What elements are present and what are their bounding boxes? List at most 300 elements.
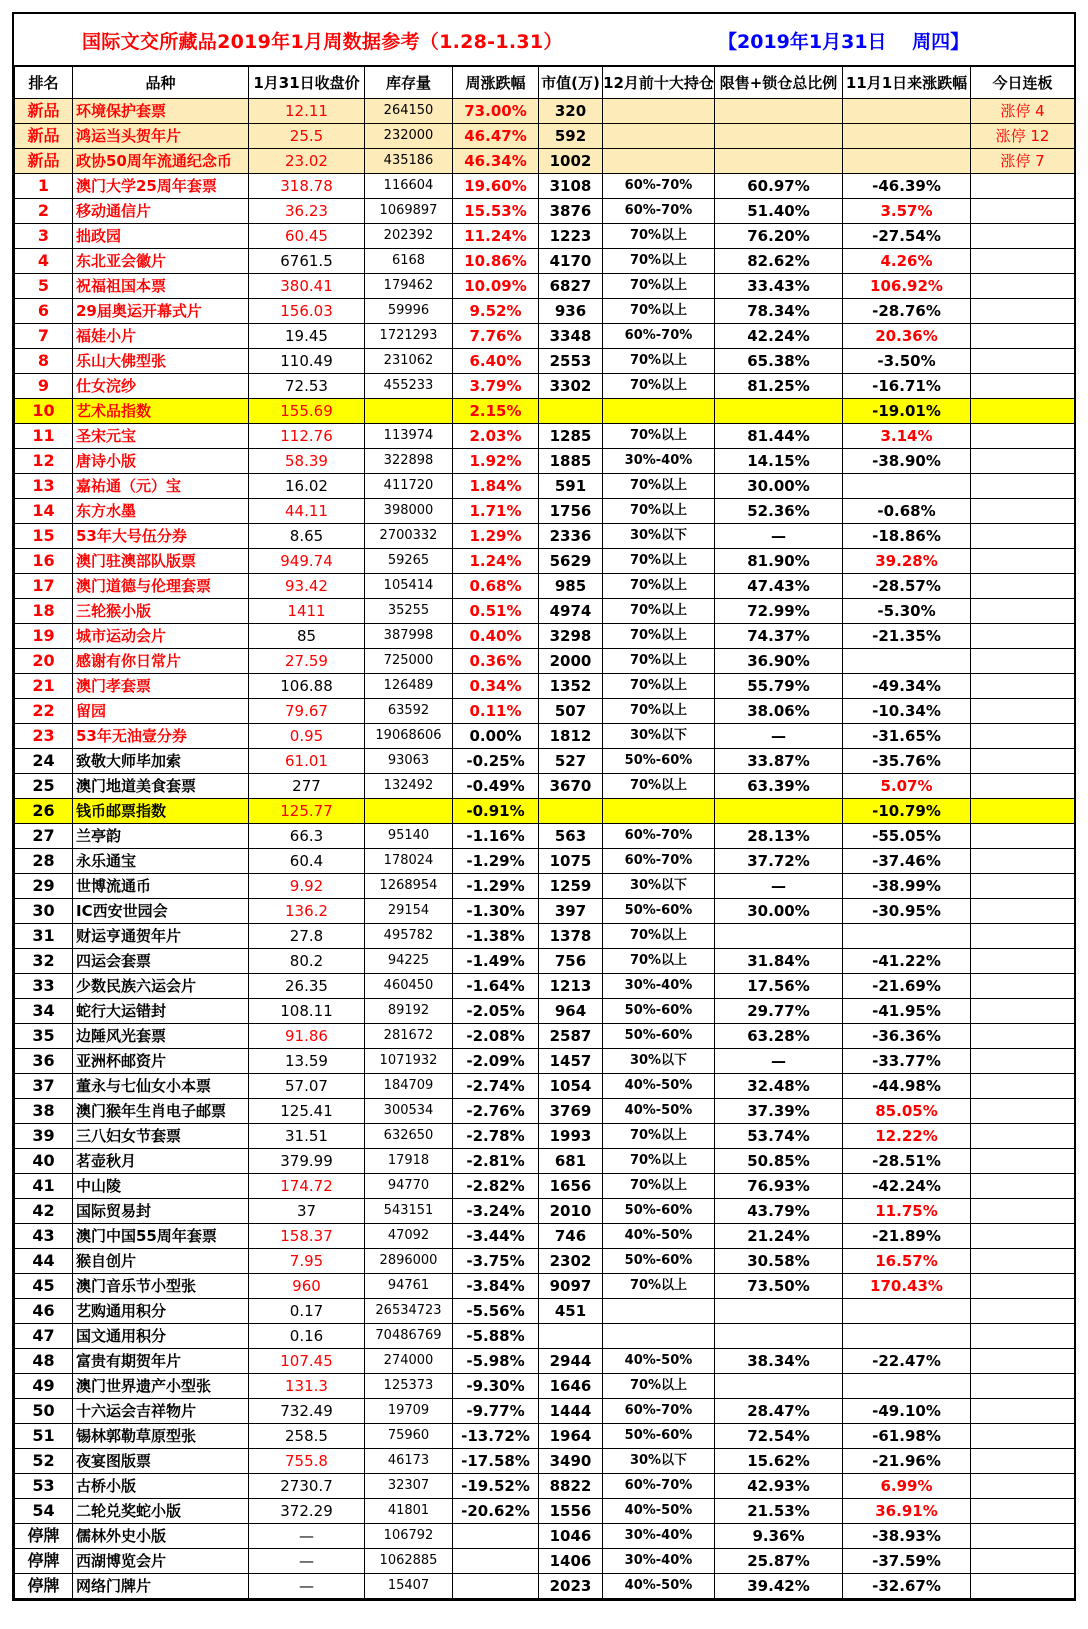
cell-top10-holdings: 50%-60%: [603, 1424, 715, 1449]
cell-locked-ratio: 38.06%: [715, 699, 843, 724]
cell-name: 澳门世界遗产小型张: [73, 1374, 249, 1399]
cell-locked-ratio: 37.72%: [715, 849, 843, 874]
cell-name: 少数民族六运会片: [73, 974, 249, 999]
table-row: [15, 1149, 1075, 1174]
cell-weekly-change: -1.16%: [453, 824, 539, 849]
cell-top10-holdings: 60%-70%: [603, 849, 715, 874]
cell-close-price: 16.02: [249, 474, 365, 499]
cell-stock: 75960: [365, 1424, 453, 1449]
cell-since-nov1: [843, 99, 971, 124]
cell-market-value: 1444: [539, 1399, 603, 1424]
cell-name: 环境保护套票: [73, 99, 249, 124]
cell-since-nov1: 16.57%: [843, 1249, 971, 1274]
table-row: [15, 774, 1075, 799]
cell-limit-up-streak: [971, 1449, 1075, 1474]
cell-name: 澳门驻澳部队版票: [73, 549, 249, 574]
cell-close-price: 66.3: [249, 824, 365, 849]
cell-market-value: 1285: [539, 424, 603, 449]
cell-since-nov1: -36.36%: [843, 1024, 971, 1049]
cell-weekly-change: 1.92%: [453, 449, 539, 474]
table-row: [15, 1374, 1075, 1399]
cell-close-price: 131.3: [249, 1374, 365, 1399]
cell-close-price: 136.2: [249, 899, 365, 924]
cell-name: 鸿运当头贺年片: [73, 124, 249, 149]
cell-limit-up-streak: [971, 849, 1075, 874]
cell-rank: 26: [15, 799, 73, 824]
cell-since-nov1: 6.99%: [843, 1474, 971, 1499]
cell-market-value: 563: [539, 824, 603, 849]
cell-locked-ratio: 52.36%: [715, 499, 843, 524]
cell-weekly-change: 0.68%: [453, 574, 539, 599]
cell-name: 澳门猴年生肖电子邮票: [73, 1099, 249, 1124]
cell-locked-ratio: 9.36%: [715, 1524, 843, 1549]
table-row: [15, 1124, 1075, 1149]
table-row: [15, 799, 1075, 824]
cell-locked-ratio: 47.43%: [715, 574, 843, 599]
cell-top10-holdings: 70%以上: [603, 474, 715, 499]
col-header-locked-ratio: 限售+锁仓总比例: [715, 67, 843, 99]
cell-top10-holdings: 50%-60%: [603, 1024, 715, 1049]
table-row: [15, 924, 1075, 949]
cell-name: IC西安世园会: [73, 899, 249, 924]
cell-name: 29届奥运开幕式片: [73, 299, 249, 324]
cell-weekly-change: 3.79%: [453, 374, 539, 399]
table-row: [15, 274, 1075, 299]
table-row: [15, 249, 1075, 274]
cell-stock: 2896000: [365, 1249, 453, 1274]
cell-top10-holdings: 60%-70%: [603, 324, 715, 349]
cell-since-nov1: -37.46%: [843, 849, 971, 874]
cell-rank: 44: [15, 1249, 73, 1274]
cell-stock: 19068606: [365, 724, 453, 749]
cell-name: 东北亚会徽片: [73, 249, 249, 274]
cell-weekly-change: -2.09%: [453, 1049, 539, 1074]
cell-limit-up-streak: [971, 374, 1075, 399]
cell-weekly-change: -5.56%: [453, 1299, 539, 1324]
cell-rank: 51: [15, 1424, 73, 1449]
cell-rank: 13: [15, 474, 73, 499]
cell-top10-holdings: 70%以上: [603, 424, 715, 449]
cell-since-nov1: -41.95%: [843, 999, 971, 1024]
cell-limit-up-streak: [971, 1549, 1075, 1574]
cell-rank: 41: [15, 1174, 73, 1199]
table-row: [15, 724, 1075, 749]
table-row: [15, 1399, 1075, 1424]
table-row: [15, 1174, 1075, 1199]
cell-rank: 20: [15, 649, 73, 674]
cell-locked-ratio: 30.00%: [715, 899, 843, 924]
cell-rank: 25: [15, 774, 73, 799]
cell-stock: 46173: [365, 1449, 453, 1474]
cell-market-value: 1646: [539, 1374, 603, 1399]
cell-rank: 22: [15, 699, 73, 724]
cell-market-value: 964: [539, 999, 603, 1024]
cell-close-price: 318.78: [249, 174, 365, 199]
cell-market-value: 1259: [539, 874, 603, 899]
cell-rank: 10: [15, 399, 73, 424]
cell-limit-up-streak: [971, 874, 1075, 899]
cell-name: 国际贸易封: [73, 1199, 249, 1224]
cell-since-nov1: -30.95%: [843, 899, 971, 924]
cell-top10-holdings: 70%以上: [603, 574, 715, 599]
cell-rank: 50: [15, 1399, 73, 1424]
cell-market-value: [539, 799, 603, 824]
cell-weekly-change: -3.75%: [453, 1249, 539, 1274]
table-row: [15, 474, 1075, 499]
cell-stock: 1071932: [365, 1049, 453, 1074]
cell-rank: 停牌: [15, 1549, 73, 1574]
cell-locked-ratio: 21.24%: [715, 1224, 843, 1249]
cell-weekly-change: 1.29%: [453, 524, 539, 549]
cell-rank: 42: [15, 1199, 73, 1224]
cell-market-value: 527: [539, 749, 603, 774]
cell-stock: 59996: [365, 299, 453, 324]
cell-weekly-change: -19.52%: [453, 1474, 539, 1499]
cell-locked-ratio: 36.90%: [715, 649, 843, 674]
cell-top10-holdings: 60%-70%: [603, 174, 715, 199]
cell-market-value: 2010: [539, 1199, 603, 1224]
cell-since-nov1: 106.92%: [843, 274, 971, 299]
report-date: 【2019年1月31日 周四】: [718, 31, 970, 53]
cell-weekly-change: 10.09%: [453, 274, 539, 299]
cell-rank: 新品: [15, 149, 73, 174]
table-row: [15, 374, 1075, 399]
table-row: [15, 349, 1075, 374]
cell-locked-ratio: 15.62%: [715, 1449, 843, 1474]
cell-weekly-change: 2.15%: [453, 399, 539, 424]
cell-locked-ratio: 28.47%: [715, 1399, 843, 1424]
cell-name: 嘉祐通（元）宝: [73, 474, 249, 499]
cell-rank: 停牌: [15, 1574, 73, 1599]
cell-locked-ratio: 72.54%: [715, 1424, 843, 1449]
cell-limit-up-streak: [971, 1499, 1075, 1524]
cell-close-price: 107.45: [249, 1349, 365, 1374]
cell-close-price: 8.65: [249, 524, 365, 549]
cell-rank: 49: [15, 1374, 73, 1399]
cell-locked-ratio: 42.24%: [715, 324, 843, 349]
cell-locked-ratio: [715, 1324, 843, 1349]
cell-since-nov1: [843, 149, 971, 174]
cell-stock: 264150: [365, 99, 453, 124]
cell-close-price: 379.99: [249, 1149, 365, 1174]
cell-stock: 460450: [365, 974, 453, 999]
cell-since-nov1: 85.05%: [843, 1099, 971, 1124]
table-row: [15, 199, 1075, 224]
cell-rank: 停牌: [15, 1524, 73, 1549]
cell-close-price: 277: [249, 774, 365, 799]
cell-stock: 398000: [365, 499, 453, 524]
cell-close-price: 44.11: [249, 499, 365, 524]
cell-name: 锡林郭勒草原型张: [73, 1424, 249, 1449]
cell-rank: 8: [15, 349, 73, 374]
cell-since-nov1: [843, 124, 971, 149]
cell-limit-up-streak: [971, 549, 1075, 574]
cell-weekly-change: 0.51%: [453, 599, 539, 624]
cell-market-value: 3769: [539, 1099, 603, 1124]
cell-since-nov1: -49.10%: [843, 1399, 971, 1424]
cell-limit-up-streak: [971, 749, 1075, 774]
cell-since-nov1: [843, 474, 971, 499]
cell-stock: 632650: [365, 1124, 453, 1149]
cell-name: 董永与七仙女小本票: [73, 1074, 249, 1099]
cell-top10-holdings: 70%以上: [603, 249, 715, 274]
cell-close-price: 112.76: [249, 424, 365, 449]
cell-top10-holdings: 70%以上: [603, 774, 715, 799]
cell-top10-holdings: 70%以上: [603, 1274, 715, 1299]
table-row: [15, 449, 1075, 474]
cell-close-price: 31.51: [249, 1124, 365, 1149]
cell-name: 夜宴图版票: [73, 1449, 249, 1474]
cell-limit-up-streak: [971, 1124, 1075, 1149]
table-row: [15, 849, 1075, 874]
cell-since-nov1: -55.05%: [843, 824, 971, 849]
cell-locked-ratio: [715, 149, 843, 174]
cell-market-value: 591: [539, 474, 603, 499]
cell-limit-up-streak: [971, 1074, 1075, 1099]
cell-limit-up-streak: [971, 1574, 1075, 1599]
cell-stock: 202392: [365, 224, 453, 249]
cell-name: 西湖博览会片: [73, 1549, 249, 1574]
cell-close-price: 27.8: [249, 924, 365, 949]
cell-top10-holdings: 40%-50%: [603, 1074, 715, 1099]
cell-weekly-change: -2.76%: [453, 1099, 539, 1124]
cell-top10-holdings: 70%以上: [603, 1124, 715, 1149]
cell-close-price: 9.92: [249, 874, 365, 899]
cell-name: 网络门牌片: [73, 1574, 249, 1599]
cell-limit-up-streak: [971, 899, 1075, 924]
cell-market-value: 1054: [539, 1074, 603, 1099]
cell-weekly-change: -1.29%: [453, 874, 539, 899]
cell-name: 唐诗小版: [73, 449, 249, 474]
cell-market-value: 5629: [539, 549, 603, 574]
cell-stock: 35255: [365, 599, 453, 624]
col-header-top10-holdings: 12月前十大持仓: [603, 67, 715, 99]
cell-weekly-change: -0.25%: [453, 749, 539, 774]
table-row: [15, 1499, 1075, 1524]
cell-limit-up-streak: [971, 1149, 1075, 1174]
cell-since-nov1: -35.76%: [843, 749, 971, 774]
cell-market-value: 6827: [539, 274, 603, 299]
cell-rank: 45: [15, 1274, 73, 1299]
cell-weekly-change: 0.11%: [453, 699, 539, 724]
cell-weekly-change: -2.05%: [453, 999, 539, 1024]
cell-weekly-change: -20.62%: [453, 1499, 539, 1524]
cell-top10-holdings: 60%-70%: [603, 1399, 715, 1424]
cell-close-price: 57.07: [249, 1074, 365, 1099]
cell-market-value: 8822: [539, 1474, 603, 1499]
cell-market-value: 2587: [539, 1024, 603, 1049]
cell-since-nov1: -3.50%: [843, 349, 971, 374]
cell-weekly-change: 19.60%: [453, 174, 539, 199]
cell-locked-ratio: 30.00%: [715, 474, 843, 499]
cell-limit-up-streak: [971, 1174, 1075, 1199]
cell-name: 富贵有期贺年片: [73, 1349, 249, 1374]
cell-name: 四运会套票: [73, 949, 249, 974]
cell-stock: 125373: [365, 1374, 453, 1399]
cell-locked-ratio: —: [715, 724, 843, 749]
cell-stock: 94761: [365, 1274, 453, 1299]
cell-locked-ratio: 72.99%: [715, 599, 843, 624]
cell-limit-up-streak: [971, 474, 1075, 499]
cell-limit-up-streak: [971, 1299, 1075, 1324]
cell-since-nov1: -27.54%: [843, 224, 971, 249]
cell-top10-holdings: 40%-50%: [603, 1224, 715, 1249]
cell-weekly-change: 0.36%: [453, 649, 539, 674]
cell-name: 拙政园: [73, 224, 249, 249]
col-header-rank: 排名: [15, 67, 73, 99]
cell-name: 留园: [73, 699, 249, 724]
cell-limit-up-streak: [971, 799, 1075, 824]
cell-name: 东方水墨: [73, 499, 249, 524]
cell-rank: 38: [15, 1099, 73, 1124]
cell-market-value: 3876: [539, 199, 603, 224]
cell-since-nov1: -21.35%: [843, 624, 971, 649]
cell-locked-ratio: [715, 1374, 843, 1399]
cell-since-nov1: -38.99%: [843, 874, 971, 899]
cell-locked-ratio: 74.37%: [715, 624, 843, 649]
cell-weekly-change: 46.34%: [453, 149, 539, 174]
cell-name: 致敬大师毕加索: [73, 749, 249, 774]
cell-weekly-change: -0.91%: [453, 799, 539, 824]
cell-since-nov1: -28.76%: [843, 299, 971, 324]
cell-name: 福娃小片: [73, 324, 249, 349]
cell-top10-holdings: 70%以上: [603, 299, 715, 324]
cell-weekly-change: [453, 1524, 539, 1549]
cell-since-nov1: 20.36%: [843, 324, 971, 349]
cell-close-price: 960: [249, 1274, 365, 1299]
cell-stock: 59265: [365, 549, 453, 574]
cell-limit-up-streak: [971, 499, 1075, 524]
cell-weekly-change: -2.74%: [453, 1074, 539, 1099]
cell-market-value: 985: [539, 574, 603, 599]
cell-weekly-change: 6.40%: [453, 349, 539, 374]
cell-top10-holdings: 30%-40%: [603, 1524, 715, 1549]
cell-rank: 11: [15, 424, 73, 449]
cell-stock: 387998: [365, 624, 453, 649]
cell-weekly-change: -0.49%: [453, 774, 539, 799]
col-header-since-nov1: 11月1日来涨跌幅: [843, 67, 971, 99]
table-row: [15, 974, 1075, 999]
cell-top10-holdings: 70%以上: [603, 274, 715, 299]
cell-since-nov1: -61.98%: [843, 1424, 971, 1449]
cell-stock: 132492: [365, 774, 453, 799]
cell-close-price: —: [249, 1524, 365, 1549]
cell-stock: 231062: [365, 349, 453, 374]
cell-locked-ratio: 32.48%: [715, 1074, 843, 1099]
cell-since-nov1: -10.79%: [843, 799, 971, 824]
cell-market-value: 2944: [539, 1349, 603, 1374]
cell-since-nov1: -19.01%: [843, 399, 971, 424]
table-row: [15, 824, 1075, 849]
cell-top10-holdings: 70%以上: [603, 949, 715, 974]
cell-locked-ratio: 28.13%: [715, 824, 843, 849]
cell-stock: 47092: [365, 1224, 453, 1249]
cell-close-price: 949.74: [249, 549, 365, 574]
cell-stock: 274000: [365, 1349, 453, 1374]
cell-rank: 3: [15, 224, 73, 249]
cell-name: 猴自创片: [73, 1249, 249, 1274]
cell-rank: 4: [15, 249, 73, 274]
cell-name: 移动通信片: [73, 199, 249, 224]
cell-top10-holdings: [603, 99, 715, 124]
cell-since-nov1: [843, 1299, 971, 1324]
cell-market-value: 746: [539, 1224, 603, 1249]
cell-market-value: 1213: [539, 974, 603, 999]
cell-weekly-change: 9.52%: [453, 299, 539, 324]
cell-close-price: —: [249, 1549, 365, 1574]
cell-since-nov1: -32.67%: [843, 1574, 971, 1599]
cell-rank: 54: [15, 1499, 73, 1524]
cell-top10-holdings: 40%-50%: [603, 1099, 715, 1124]
table-header-row: [15, 67, 1075, 99]
cell-locked-ratio: 25.87%: [715, 1549, 843, 1574]
cell-top10-holdings: 30%-40%: [603, 449, 715, 474]
table-row: [15, 1249, 1075, 1274]
cell-market-value: 4170: [539, 249, 603, 274]
cell-top10-holdings: 40%-50%: [603, 1499, 715, 1524]
cell-locked-ratio: 76.93%: [715, 1174, 843, 1199]
table-row: [15, 574, 1075, 599]
cell-name: 茗壶秋月: [73, 1149, 249, 1174]
cell-rank: 19: [15, 624, 73, 649]
cell-limit-up-streak: [971, 249, 1075, 274]
cell-top10-holdings: 70%以上: [603, 924, 715, 949]
cell-limit-up-streak: [971, 574, 1075, 599]
cell-locked-ratio: 21.53%: [715, 1499, 843, 1524]
cell-close-price: 93.42: [249, 574, 365, 599]
cell-since-nov1: -21.89%: [843, 1224, 971, 1249]
table-row: [15, 174, 1075, 199]
cell-top10-holdings: 70%以上: [603, 624, 715, 649]
cell-limit-up-streak: [971, 1424, 1075, 1449]
cell-market-value: 1993: [539, 1124, 603, 1149]
cell-top10-holdings: 30%以下: [603, 1049, 715, 1074]
table-row: [15, 324, 1075, 349]
cell-close-price: 125.77: [249, 799, 365, 824]
cell-limit-up-streak: [971, 1524, 1075, 1549]
cell-since-nov1: -41.22%: [843, 949, 971, 974]
cell-top10-holdings: 50%-60%: [603, 999, 715, 1024]
cell-stock: 63592: [365, 699, 453, 724]
cell-stock: 106792: [365, 1524, 453, 1549]
cell-since-nov1: 12.22%: [843, 1124, 971, 1149]
cell-limit-up-streak: [971, 449, 1075, 474]
cell-name: 仕女浣纱: [73, 374, 249, 399]
cell-limit-up-streak: [971, 1374, 1075, 1399]
cell-since-nov1: -0.68%: [843, 499, 971, 524]
cell-close-price: 36.23: [249, 199, 365, 224]
cell-close-price: 27.59: [249, 649, 365, 674]
table-row: [15, 1324, 1075, 1349]
cell-stock: 6168: [365, 249, 453, 274]
cell-since-nov1: -5.30%: [843, 599, 971, 624]
cell-close-price: 732.49: [249, 1399, 365, 1424]
table-row: [15, 524, 1075, 549]
cell-close-price: 85: [249, 624, 365, 649]
cell-stock: 19709: [365, 1399, 453, 1424]
cell-limit-up-streak: [971, 524, 1075, 549]
cell-rank: 34: [15, 999, 73, 1024]
cell-weekly-change: 10.86%: [453, 249, 539, 274]
cell-limit-up-streak: [971, 699, 1075, 724]
cell-stock: 26534723: [365, 1299, 453, 1324]
cell-stock: 94770: [365, 1174, 453, 1199]
cell-locked-ratio: [715, 924, 843, 949]
cell-since-nov1: -42.24%: [843, 1174, 971, 1199]
cell-since-nov1: -38.90%: [843, 449, 971, 474]
cell-weekly-change: 15.53%: [453, 199, 539, 224]
cell-market-value: [539, 399, 603, 424]
